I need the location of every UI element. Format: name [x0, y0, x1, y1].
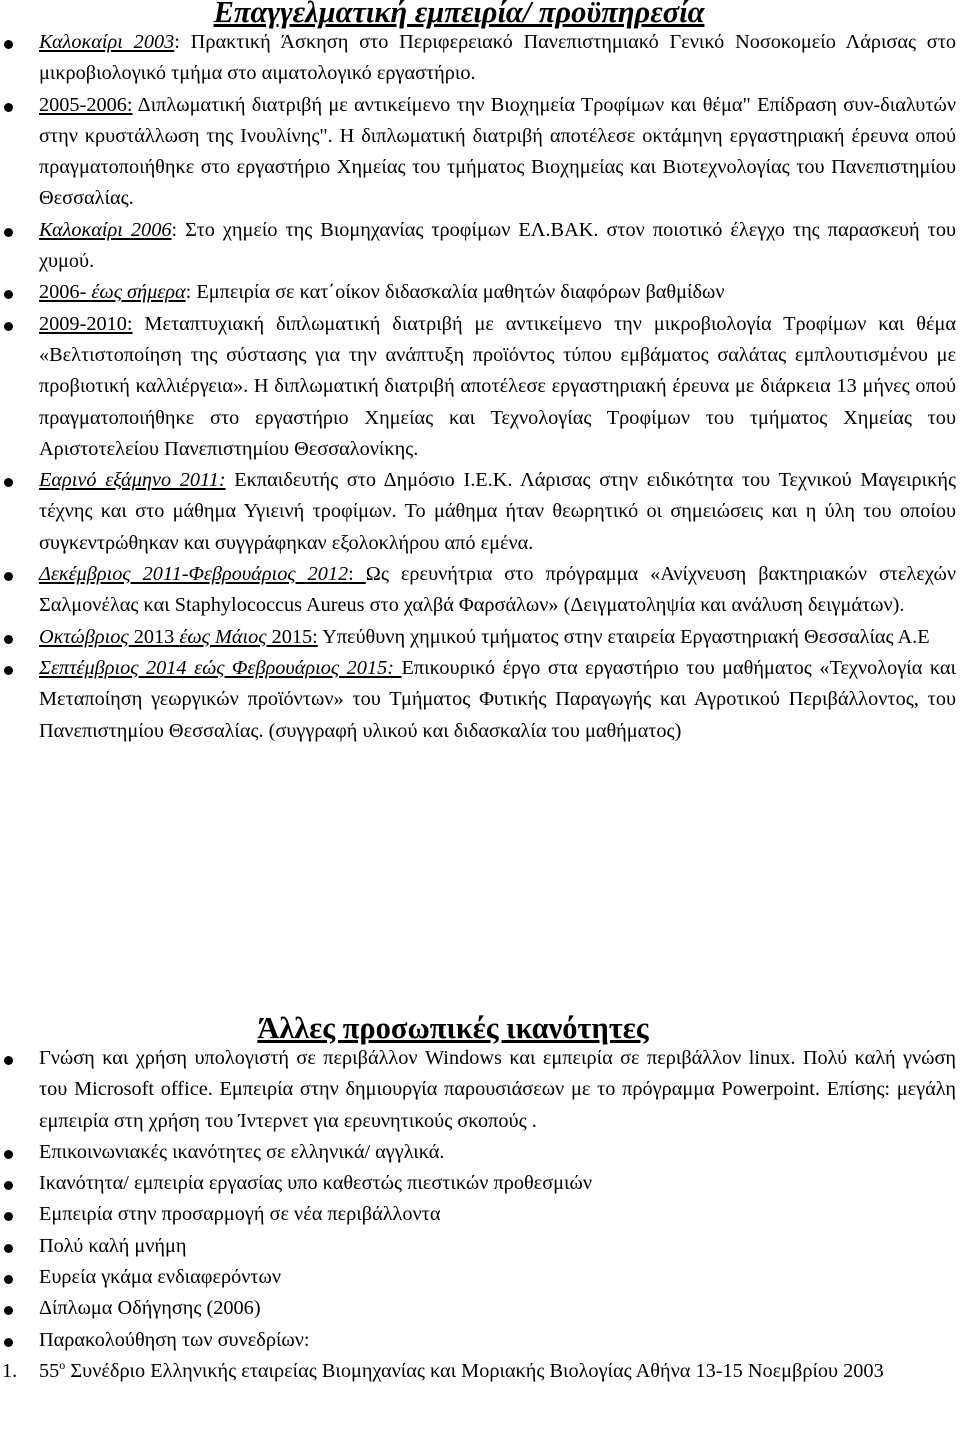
item-date-italic: έως σήμερα — [91, 281, 186, 304]
list-item — [0, 559, 960, 622]
list-item — [0, 653, 960, 747]
list-item — [0, 27, 960, 90]
skills-list — [0, 1043, 960, 1387]
list-item — [0, 465, 960, 559]
bullet-icon — [4, 1181, 13, 1190]
bullet-icon — [4, 572, 13, 581]
item-date-year: 2013 — [128, 625, 180, 648]
list-item — [0, 90, 960, 215]
list-item — [0, 1231, 960, 1262]
list-item — [0, 1137, 960, 1168]
bullet-icon — [4, 290, 13, 299]
bullet-icon — [4, 1244, 13, 1253]
item-text: Εμπειρία σε κατ΄οίκον διδασκαλία μαθητών διαφόρων βαθμίδων — [191, 281, 725, 304]
item-date-year: 2015 — [266, 625, 313, 648]
item-date: Οκτώβριος — [39, 625, 129, 648]
item-text: Ευρεία γκάμα ενδιαφερόντων — [39, 1266, 282, 1289]
item-text: Μεταπτυχιακή διπλωματική διατριβή με αντικείμενο την μικροβιολογία Τροφίμων και θέμα «Βελτιστοποίηση της σύστασης για την ανάπτυξη προϊόντος τύπου εμβάματος σαλάτας εμπλουτισμένου με προβιοτική καλλιέργεια». Η διπλωματική διατριβή αποτέλεσε εργαστηριακή έρευνα με διάρκεια 13 μήνες οπού πραγματοποιήθηκε στο εργαστήριο Χημείας και Τεχνολογίας Τροφίμων του τμήματος Χημείας του Αριστοτελείου Πανεπιστημίου Θεσσαλονίκης. — [39, 312, 956, 460]
list-item — [0, 277, 960, 308]
numbered-item — [0, 1356, 960, 1387]
item-date: 2005-2006: — [39, 93, 133, 116]
bullet-icon — [4, 322, 13, 331]
item-sep: : — [185, 281, 192, 304]
item-date: Δεκέμβριος 2011-Φεβρουάριος 2012 — [39, 563, 349, 586]
section-title-skills: Άλλες προσωπικές ικανότητες — [257, 1011, 649, 1045]
item-text: Ως ερευνήτρια στο πρόγραμμα «Ανίχνευση βακτηριακών στελεχών Σαλμονέλας και Staphylococcus Aureus στο χαλβά Φαρσάλων» (Δειγματοληψία και ανάλυση δειγμάτων). — [39, 563, 956, 617]
bullet-icon — [4, 1275, 13, 1284]
list-item — [0, 622, 960, 653]
item-sep: : — [171, 218, 178, 241]
item-date: Καλοκαίρι 2003 — [39, 31, 175, 53]
bullet-icon — [4, 1338, 13, 1347]
item-text: Παρακολούθηση των συνεδρίων: — [39, 1328, 310, 1351]
list-item — [0, 1325, 960, 1356]
item-date: Εαρινό εξάμηνο 2011: — [39, 469, 226, 492]
item-sep: : — [174, 31, 180, 53]
bullet-icon — [4, 1056, 13, 1065]
item-date-italic: έως Μάιος — [179, 625, 267, 648]
item-text: Πρακτική Άσκηση στο Περιφερειακό Πανεπιστημιακό Γενικό Νοσοκομείο Λάρισας στο μικροβιολογικό τμήμα στο αιματολογικό εργαστήριο. — [39, 31, 957, 85]
list-item — [0, 1262, 960, 1293]
list-item — [0, 215, 960, 278]
item-text: Εκπαιδευτής στο Δημόσιο Ι.Ε.Κ. Λάρισας στην ειδικότητα του Τεχνικού Μαγειρικής τέχνης και στο μάθημα Υγιεινή τροφίμων. Το μάθημα ήταν θεωρητικό οι σημειώσεις και η ύλη του οποίου συγκεντρώθηκαν και συγγράφηκαν εξολοκλήρου από εμένα. — [39, 469, 956, 554]
list-item — [0, 309, 960, 465]
bullet-icon — [4, 228, 13, 237]
bullet-icon — [4, 478, 13, 487]
item-sep: : — [312, 625, 318, 648]
item-sep — [394, 657, 402, 679]
item-date: Σεπτέμβριος 2014 εώς Φεβρουάριος 2015: — [39, 656, 394, 679]
item-date: 2006- — [39, 281, 92, 304]
item-text: Ικανότητα/ εμπειρία εργασίας υπο καθεστώς πιεστικών προθεσμιών — [39, 1172, 593, 1195]
item-text: Στο χημείο της Βιομηχανίας τροφίμων ΕΛ.ΒΑΚ. στον ποιοτικό έλεγχο της παρασκευή του χυμού. — [39, 218, 957, 273]
bullet-icon — [4, 666, 13, 675]
item-text: Γνώση και χρήση υπολογιστή σε περιβάλλον Windows και εμπειρία σε περιβάλλον linux. Πολύ καλή γνώση του Microsoft office. Εμπειρία στην δημιουργία παρουσιάσεων με το πρόγραμμα Powerpoint. Επίσης: μεγάλη εμπειρία στη χρήση του Ίντερνετ για ερευνητικούς σκοπούς . — [39, 1047, 956, 1132]
bullet-icon — [4, 103, 13, 112]
item-text: Πολύ καλή μνήμη — [39, 1234, 187, 1257]
item-sep: : — [348, 563, 366, 586]
item-text: Δίπλωμα Οδήγησης (2006) — [39, 1297, 261, 1320]
bullet-icon — [4, 1306, 13, 1315]
list-item — [0, 1168, 960, 1199]
item-text: Εμπειρία στην προσαρμογή σε νέα περιβάλλοντα — [39, 1203, 441, 1226]
item-text-prefix: 55 — [39, 1359, 60, 1382]
item-text: Επικοινωνιακές ικανότητες σε ελληνικά/ αγγλικά. — [39, 1140, 445, 1163]
experience-list — [0, 27, 960, 747]
item-text: Υπεύθυνη χημικού τμήματος στην εταιρεία Εργαστηριακή Θεσσαλίας Α.Ε — [317, 625, 930, 648]
bullet-icon — [4, 1212, 13, 1221]
bullet-icon — [4, 40, 13, 49]
list-item — [0, 1293, 960, 1324]
item-text: Επικουρικό έργο στα εργαστήριο του μαθήματος «Τεχνολογία και Μεταποίηση γεωργικών προϊόντων» του Τμήματος Φυτικής Παραγωγής και Αγροτικού Περιβάλλοντος, του Πανεπιστημίου Θεσσαλίας. (συγγραφή υλικού και διδασκαλία του μαθήματος) — [39, 656, 956, 742]
item-superscript: ο — [59, 1358, 66, 1373]
item-date: 2009-2010: — [39, 312, 133, 335]
bullet-icon — [4, 635, 13, 644]
section-title-experience: Επαγγελματική εμπειρία/ προϋπηρεσία — [213, 0, 705, 29]
item-date: Καλοκαίρι 2006 — [39, 218, 172, 241]
list-item — [0, 1199, 960, 1230]
list-item — [0, 1043, 960, 1137]
bullet-icon — [4, 1150, 13, 1159]
item-text: Συνέδριο Ελληνικής εταιρείας Βιομηχανίας και Μοριακής Βιολογίας Αθήνα 13-15 Νοεμβρίου 2003 — [65, 1359, 884, 1382]
item-text: Διπλωματική διατριβή με αντικείμενο την Βιοχημεία Τροφίμων και θέμα" Επίδραση συν-διαλυτών στην κρυστάλλωση της Ινουλίνης". Η διπλωματική διατριβή αποτέλεσε οκτάμηνη εργαστηριακή έρευνα οπού πραγματοποιήθηκε στο εργαστήριο Χημείας του τμήματος Βιοχημείας και Βιοτεχνολογίας του Πανεπιστημίου Θεσσαλίας. — [39, 93, 956, 210]
item-number: 1. — [2, 1359, 18, 1382]
